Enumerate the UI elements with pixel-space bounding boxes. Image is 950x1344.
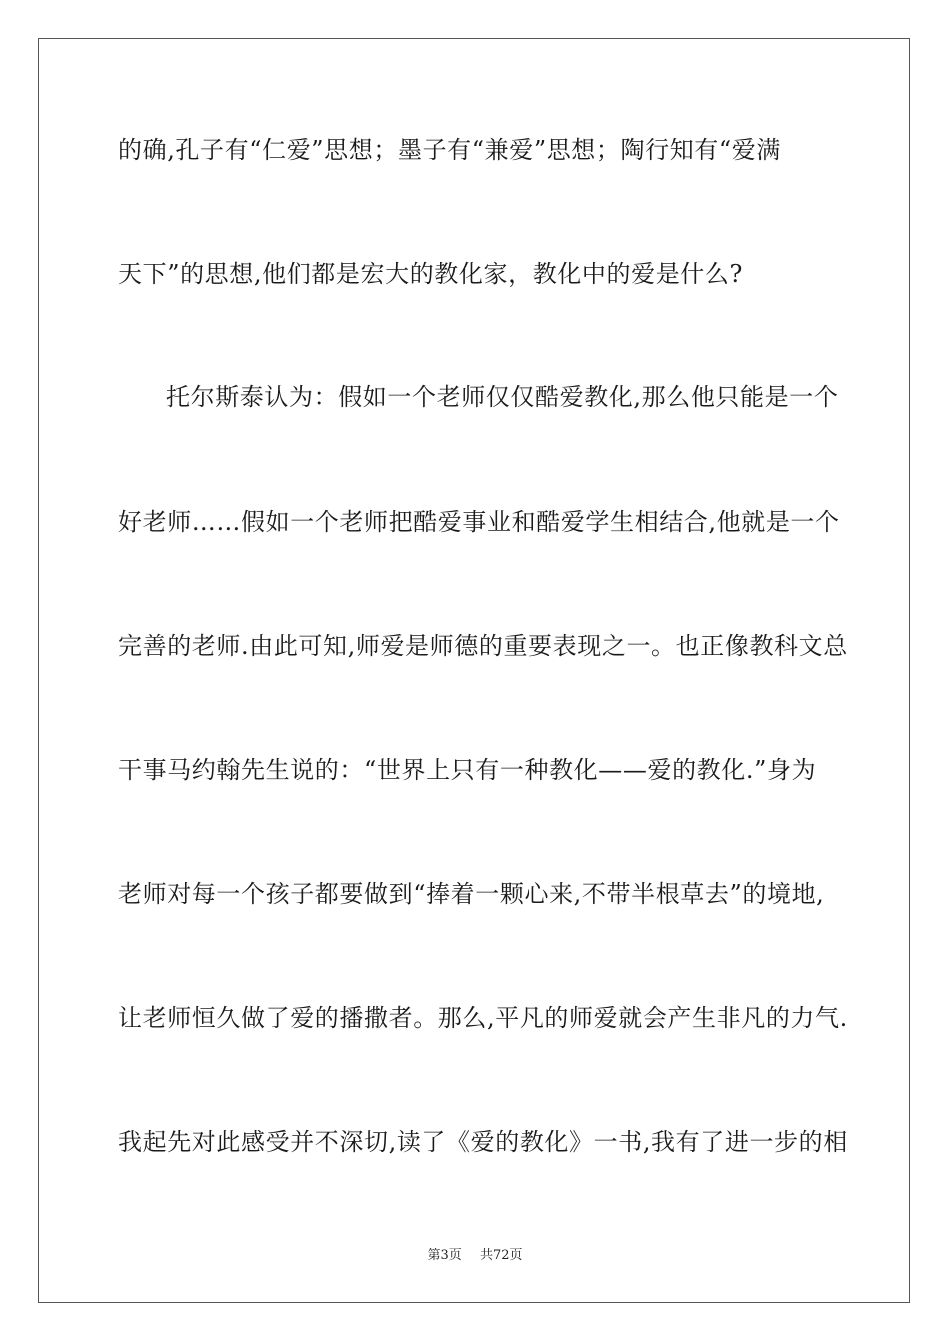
body-text-line-9: 我起先对此感受并不深切,读了《爱的教化》一书,我有了进一步的相 xyxy=(118,1128,848,1156)
page-number: 第3页 xyxy=(427,1248,462,1263)
page-footer xyxy=(0,1247,950,1265)
page-border xyxy=(38,38,910,1303)
page-total: 共72页 xyxy=(479,1248,523,1263)
body-text-line-8: 让老师恒久做了爱的播撒者。那么,平凡的师爱就会产生非凡的力气. xyxy=(118,1004,848,1032)
body-text-line-4: 好老师……假如一个老师把酷爱事业和酷爱学生相结合,他就是一个 xyxy=(118,508,840,536)
body-text-line-3: 托尔斯泰认为：假如一个老师仅仅酷爱教化,那么他只能是一个 xyxy=(166,383,839,411)
body-text-line-7: 老师对每一个孩子都要做到“捧着一颗心来,不带半根草去”的境地, xyxy=(118,880,825,908)
body-text-line-6: 干事马约翰先生说的：“世界上只有一种教化——爱的教化.”身为 xyxy=(118,756,817,784)
body-text-line-2: 天下”的思想,他们都是宏大的教化家，教化中的爱是什么? xyxy=(118,260,743,288)
body-text-line-1: 的确,孔子有“仁爱”思想；墨子有“兼爱”思想；陶行知有“爱满 xyxy=(118,136,781,164)
body-text-line-5: 完善的老师.由此可知,师爱是师德的重要表现之一。也正像教科文总 xyxy=(118,632,848,660)
